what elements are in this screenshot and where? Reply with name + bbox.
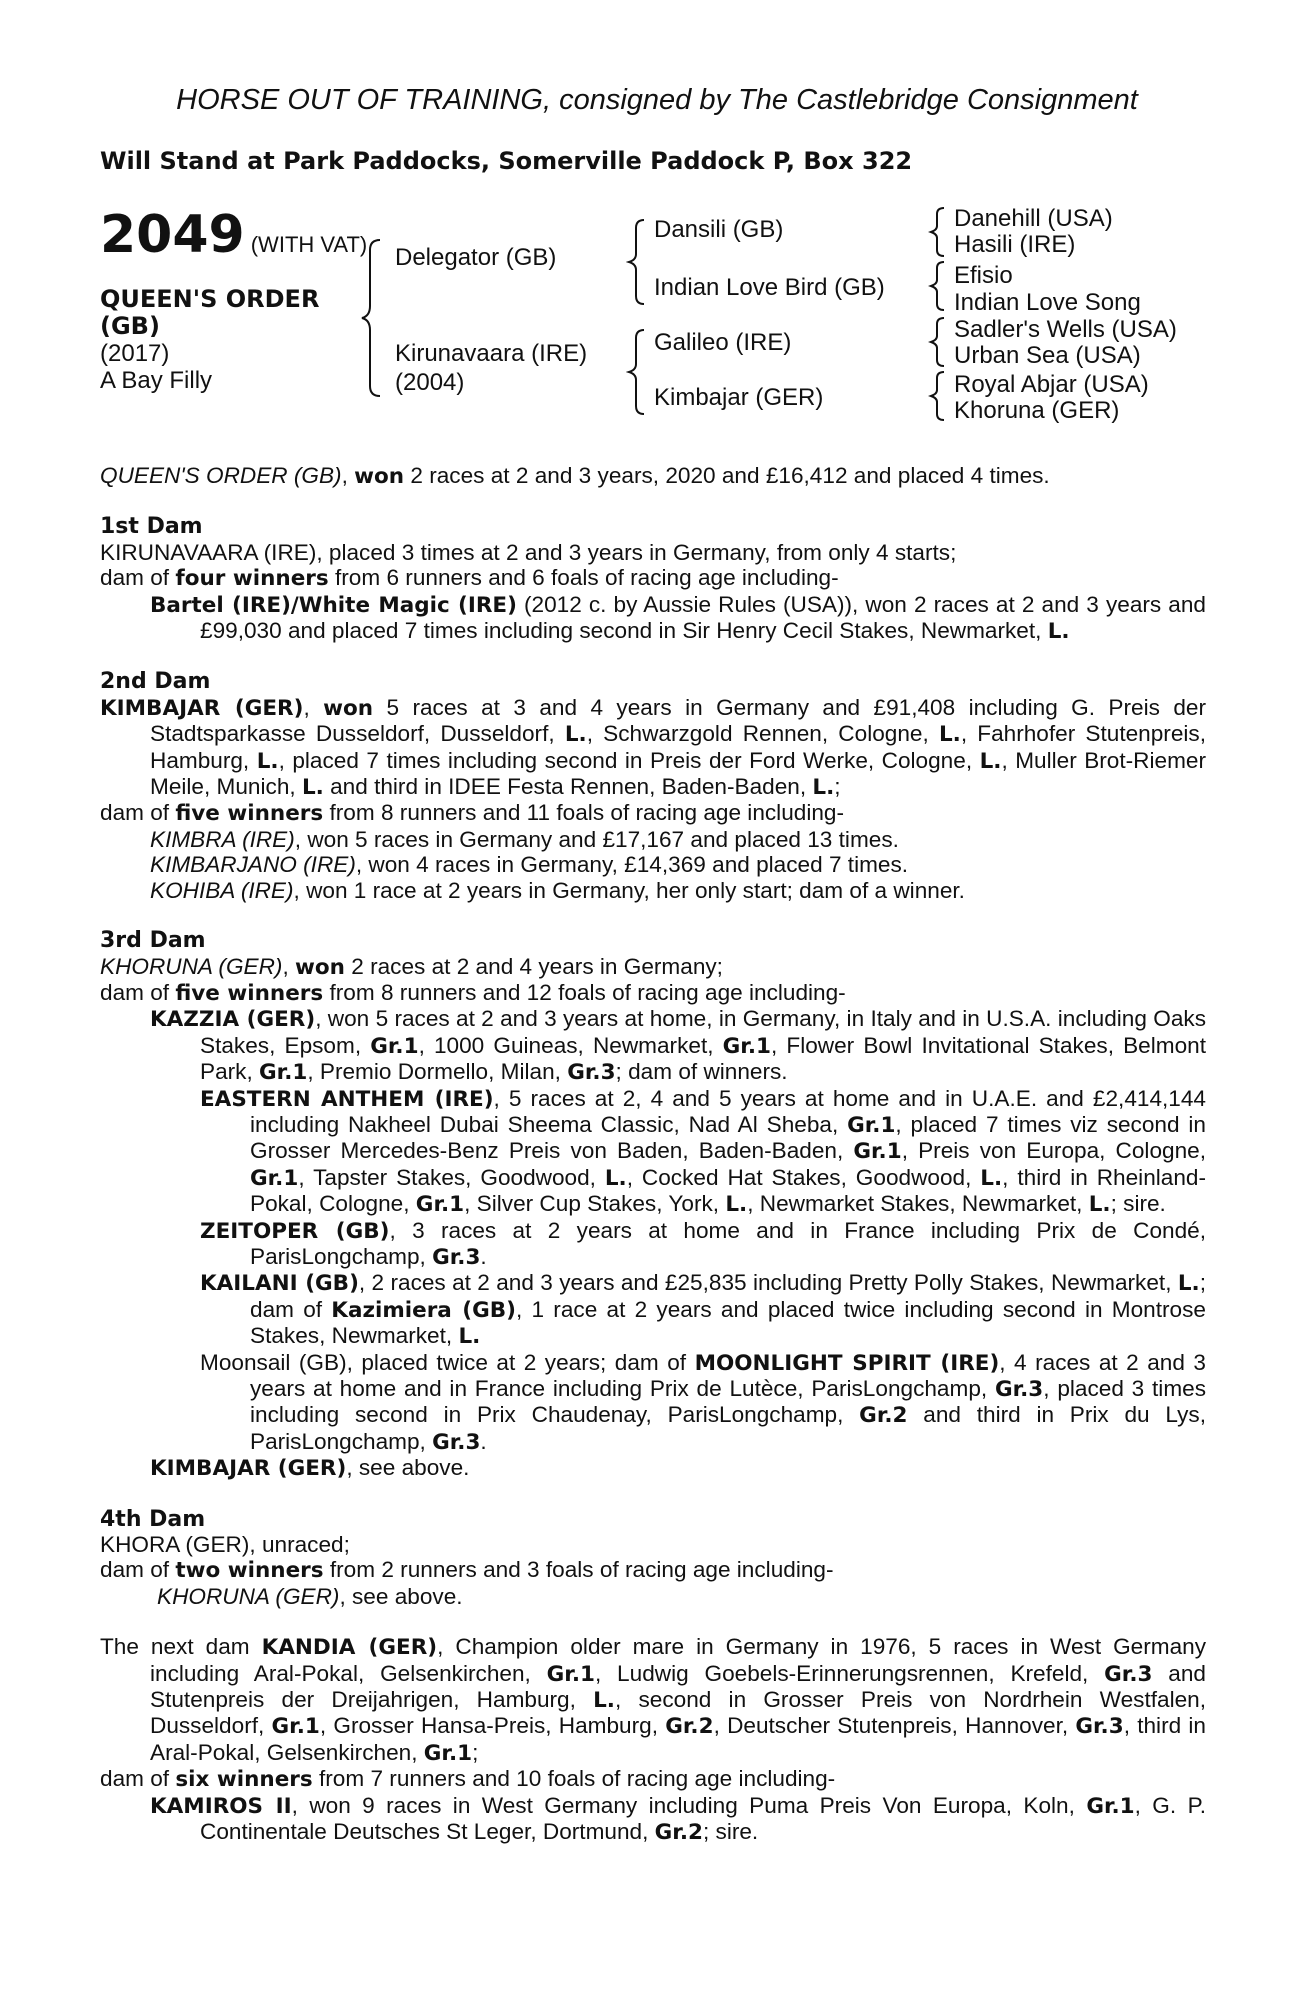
second-dam-offspring-3: KOHIBA (IRE), won 1 race at 2 years in Germany, her only start; dam of a winner. [150, 877, 965, 903]
fourth-dam-offspring: KHORUNA (GER), see above. [157, 1583, 463, 1609]
second-dam-heading: 2nd Dam [100, 669, 211, 695]
pedigree-sire-sire: Dansili (GB) [654, 216, 784, 243]
consignment-title: HORSE OUT OF TRAINING, consigned by The Castlebridge Consignment [176, 84, 1138, 116]
pedigree-brace-dam [626, 328, 648, 416]
pedigree-dam: Kirunavaara (IRE) [395, 340, 588, 367]
third-dam-produce: dam of five winners from 8 runners and 12 foals of racing age including- [100, 979, 846, 1006]
pedigree-gen3-4: Indian Love Song [954, 289, 1141, 316]
next-dam-record: The next dam KANDIA (GER), Champion older mare in Germany in 1976, 5 races in West Germany including Aral-Pokal, Gelsenkirchen, Gr.1, Ludwig Goebels-Erinnerungsrennen, Krefeld, Gr.3 and Stutenpreis der Dreijahrigen, Hamburg, L., second in Grosser Preis von Nordrhein Westfalen, Dusseldorf, Gr.1, Grosser Hansa-Preis, Hamburg, Gr.2, Deutscher Stutenpreis, Hannover, Gr.3, third in Aral-Pokal, Gelsenkirchen, Gr.1; [100, 1634, 1207, 1766]
offspring-kazzia: KAZZIA (GER), won 5 races at 2 and 3 years at home, in Germany, in Italy and in U.S.A. including Oaks Stakes, Epsom, Gr.1, 1000 Guineas, Newmarket, Gr.1, Flower Bowl Invitational Stakes, Belmont Park, Gr.1, Premio Dormello, Milan, Gr.3; dam of winners. [150, 1006, 1206, 1086]
offspring-moonsail: Moonsail (GB), placed twice at 2 years; dam of MOONLIGHT SPIRIT (IRE), 4 races at 2 and 3 years at home and in France including Prix de Lutèce, ParisLongchamp, Gr.3, placed 3 times including second in Prix Chaudenay, ParisLongchamp, Gr.2 and third in Prix du Lys, ParisLongchamp, Gr.3. [200, 1349, 1207, 1455]
pedigree-brace-g3-3 [928, 316, 948, 368]
pedigree-dam-sire: Galileo (IRE) [654, 329, 792, 356]
horse-year: (2017) [100, 340, 170, 367]
first-dam-produce: dam of four winners from 6 runners and 6 foals of racing age including- [100, 565, 839, 592]
pedigree-sire-dam: Indian Love Bird (GB) [654, 274, 885, 301]
offspring-eastern-anthem: EASTERN ANTHEM (IRE), 5 races at 2, 4 and 5 years at home and in U.A.E. and £2,414,144 including Nakheel Dubai Sheema Classic, Nad Al Sheba, Gr.1, placed 7 times viz second in Grosser Mercedes-Benz Preis von Baden, Baden-Baden, Gr.1, Preis von Europa, Cologne, Gr.1, Tapster Stakes, Goodwood, L., Cocked Hat Stakes, Goodwood, L., third in Rheinland-Pokal, Cologne, Gr.1, Silver Cup Stakes, York, L., Newmarket Stakes, Newmarket, L.; sire. [200, 1085, 1206, 1218]
pedigree-brace-g3-2 [928, 260, 948, 312]
pedigree-gen3-2: Hasili (IRE) [954, 231, 1076, 258]
pedigree-gen3-7: Royal Abjar (USA) [954, 371, 1149, 398]
third-dam-heading: 3rd Dam [100, 928, 206, 954]
lot-heading [100, 205, 367, 265]
offspring-kimbajar: KIMBAJAR (GER), see above. [150, 1455, 470, 1482]
pedigree-brace-main [360, 238, 384, 398]
next-dam-produce: dam of six winners from 7 runners and 10 foals of racing age including- [100, 1766, 836, 1793]
second-dam-offspring-1: KIMBRA (IRE), won 5 races in Germany and £17,167 and placed 13 times. [150, 826, 899, 852]
pedigree-brace-g3-1 [928, 206, 948, 258]
pedigree-dam-dam: Kimbajar (GER) [654, 384, 824, 411]
pedigree-gen3-5: Sadler's Wells (USA) [954, 316, 1177, 343]
pedigree-gen3-1: Danehill (USA) [954, 205, 1113, 232]
pedigree-brace-sire [626, 218, 648, 306]
horse-info [100, 286, 350, 394]
horse-description: A Bay Filly [100, 367, 213, 394]
offspring-zeitoper: ZEITOPER (GB), 3 races at 2 years at home and in France including Prix de Condé, ParisLongchamp, Gr.3. [200, 1217, 1206, 1270]
third-dam-record: KHORUNA (GER), won 2 races at 2 and 4 years in Germany; [100, 953, 723, 980]
offspring-kailani: KAILANI (GB), 2 races at 2 and 3 years and £25,835 including Pretty Polly Stakes, Newmarket, L.; dam of Kazimiera (GB), 1 race at 2 years and placed twice including second in Montrose Stakes, Newmarket, L. [200, 1270, 1206, 1350]
pedigree-brace-g3-4 [928, 370, 948, 422]
vat-note: (WITH VAT) [250, 232, 368, 257]
first-dam-offspring: Bartel (IRE)/White Magic (IRE) (2012 c. by Aussie Rules (USA)), won 2 races at 2 and 3 years and £99,030 and placed 7 times including second in Sir Henry Cecil Stakes, Newmarket, L. [150, 591, 1206, 645]
pedigree-dam-year: (2004) [395, 369, 465, 396]
pedigree-gen3-6: Urban Sea (USA) [954, 342, 1141, 369]
pedigree-gen3-3: Efisio [954, 262, 1013, 289]
offspring-kamiros: KAMIROS II, won 9 races in West Germany including Puma Preis Von Europa, Koln, Gr.1, G. P. Continentale Deutsches St Leger, Dortmund, Gr.2; sire. [150, 1792, 1207, 1846]
fourth-dam-record: KHORA (GER), unraced; [100, 1532, 350, 1558]
fourth-dam-heading: 4th Dam [100, 1506, 206, 1532]
second-dam-produce: dam of five winners from 8 runners and 11 foals of racing age including- [100, 800, 845, 827]
race-record [100, 463, 1206, 1846]
horse-name: QUEEN'S ORDER (GB) [100, 285, 320, 340]
horse-summary: QUEEN'S ORDER (GB), won 2 races at 2 and 3 years, 2020 and £16,412 and placed 4 times. [100, 463, 1050, 489]
second-dam-offspring-2: KIMBARJANO (IRE), won 4 races in Germany, £14,369 and placed 7 times. [150, 852, 909, 878]
fourth-dam-produce: dam of two winners from 2 runners and 3 foals of racing age including- [100, 1557, 834, 1584]
pedigree-sire: Delegator (GB) [395, 244, 557, 271]
pedigree-gen3-8: Khoruna (GER) [954, 397, 1120, 424]
stand-location: Will Stand at Park Paddocks, Somerville Paddock P, Box 322 [100, 147, 913, 175]
lot-number: 2049 [100, 205, 245, 265]
first-dam-heading: 1st Dam [100, 514, 203, 540]
first-dam-line: KIRUNAVAARA (IRE), placed 3 times at 2 and 3 years in Germany, from only 4 starts; [100, 539, 957, 565]
second-dam-record: KIMBAJAR (GER), won 5 races at 3 and 4 years in Germany and £91,408 including G. Preis der Stadtsparkasse Dusseldorf, Dusseldorf, L., Schwarzgold Rennen, Cologne, L., Fahrhofer Stutenpreis, Hamburg, L., placed 7 times including second in Preis der Ford Werke, Cologne, L., Muller Brot-Riemer Meile, Munich, L. and third in IDEE Festa Rennen, Baden-Baden, L.; [100, 694, 1206, 801]
